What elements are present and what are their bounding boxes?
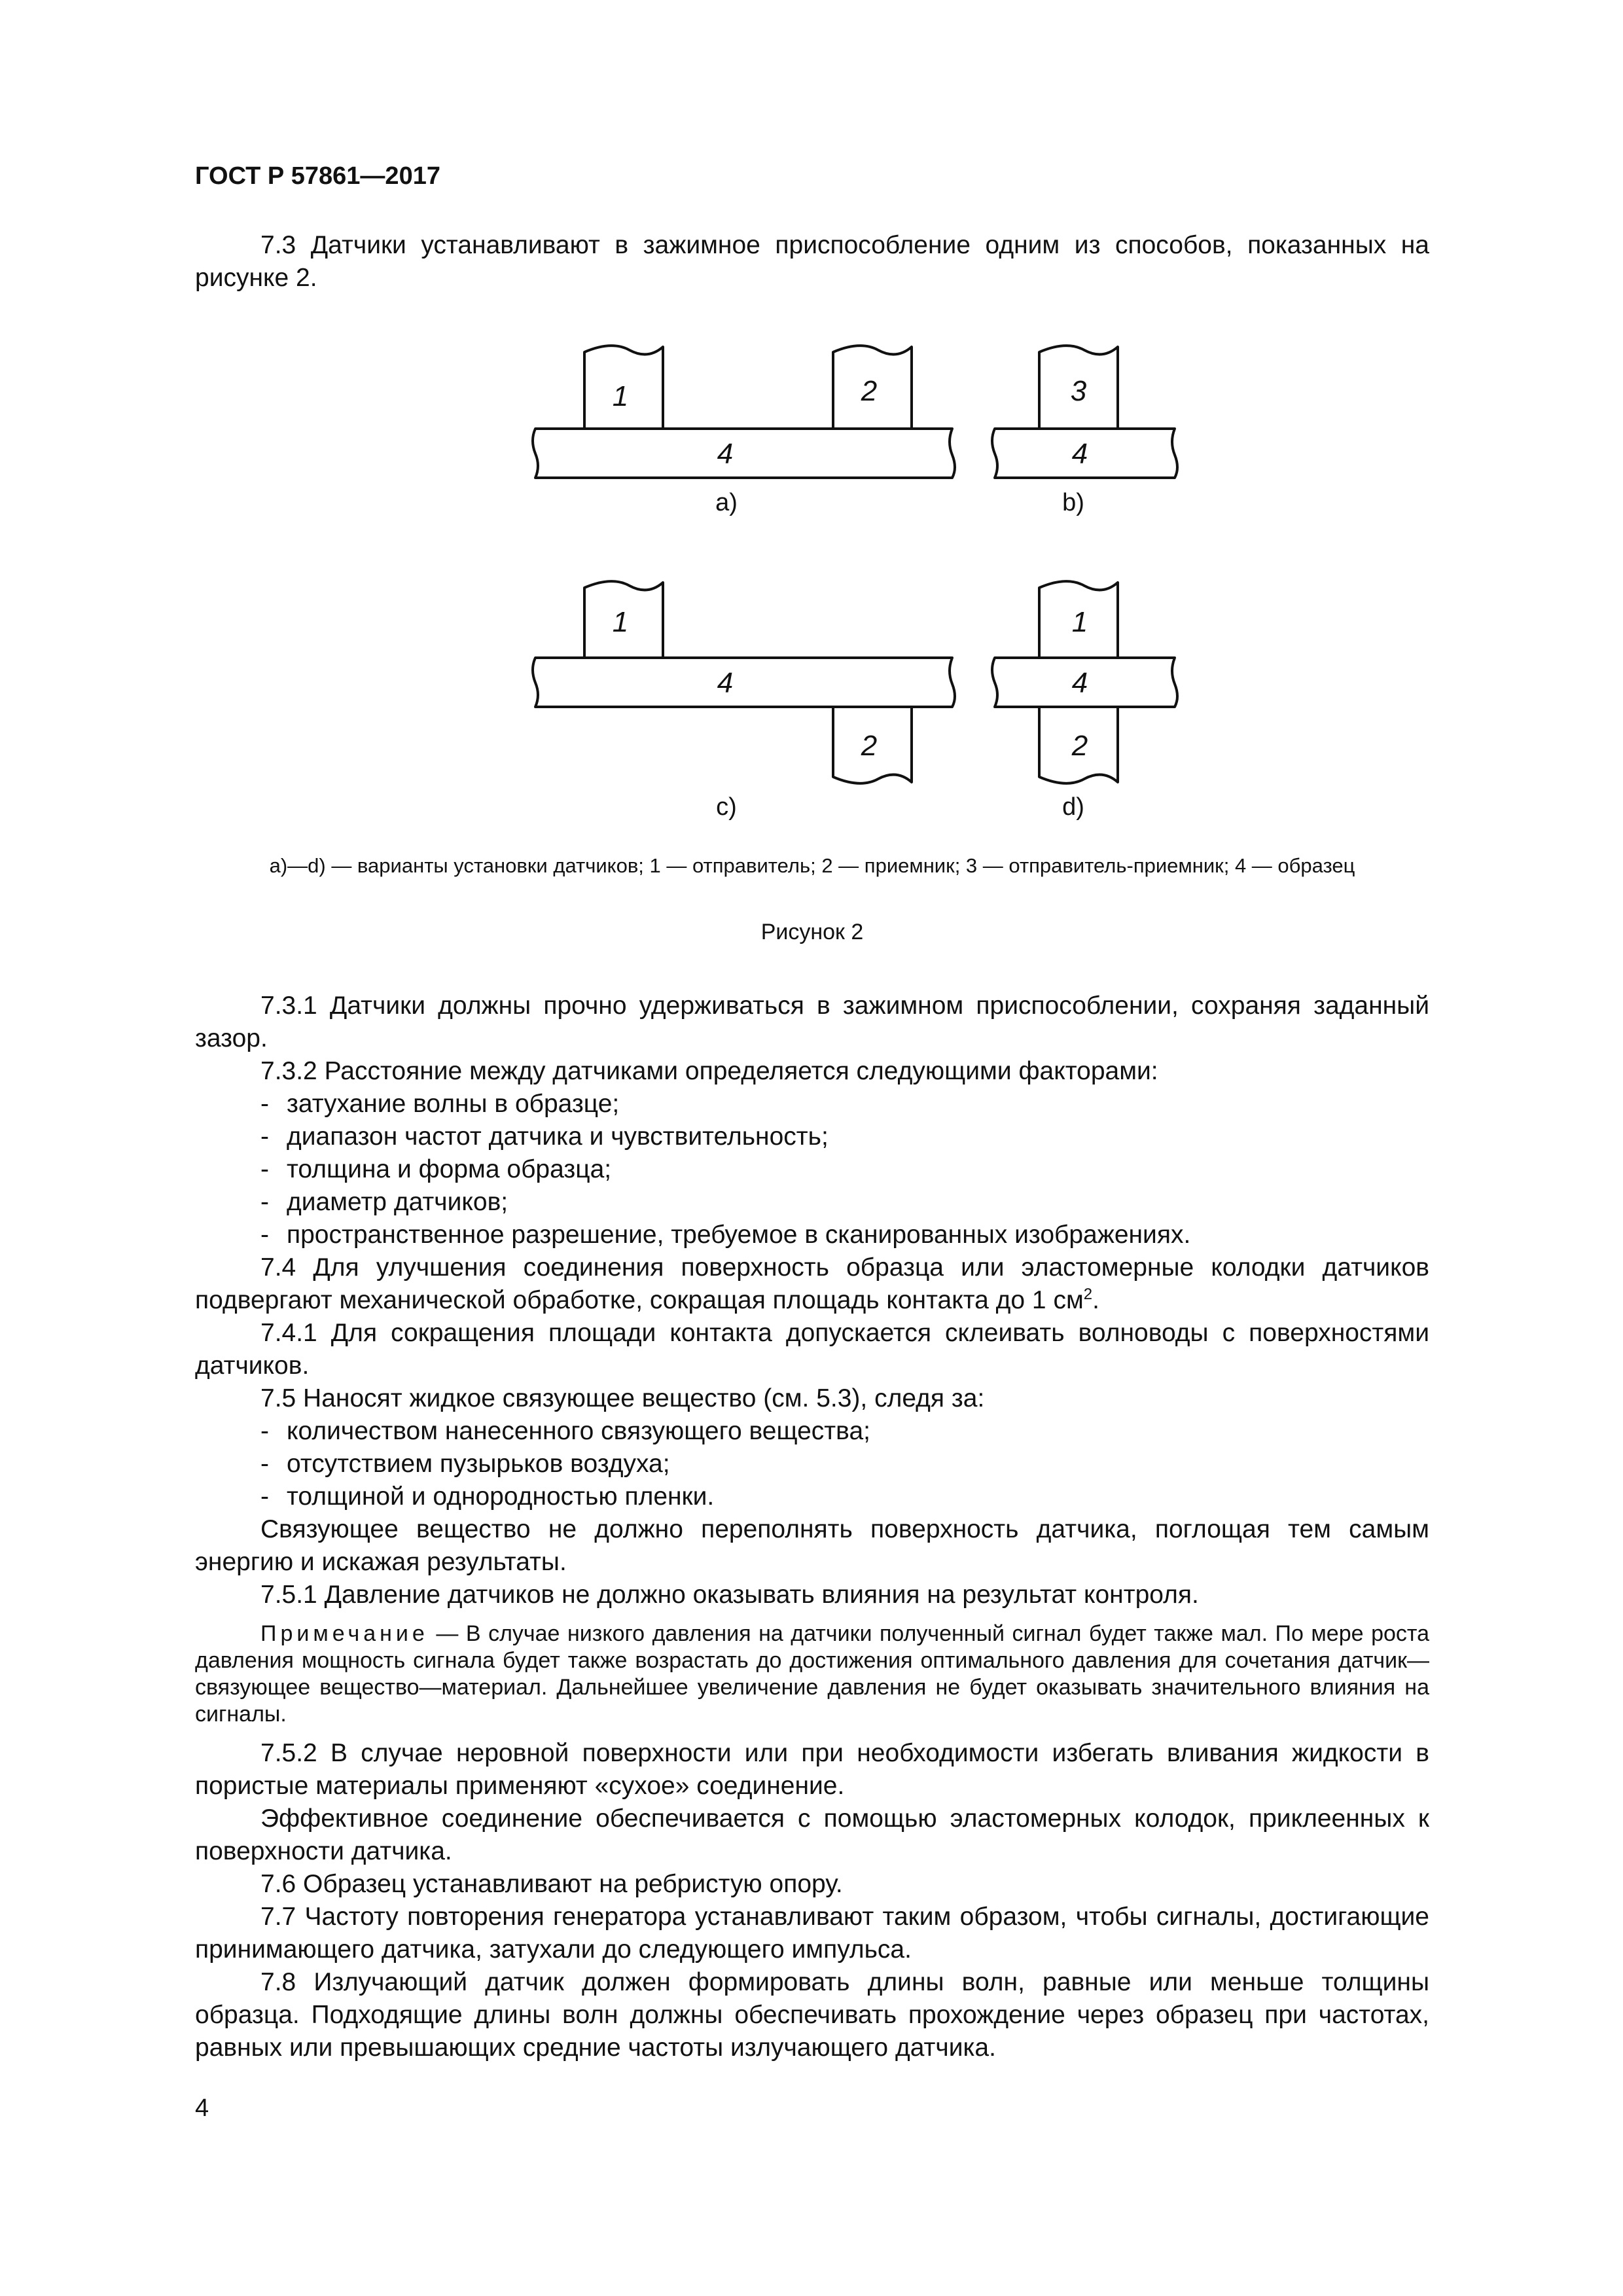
- paragraph-7-4-1: 7.4.1 Для сокращения площади контакта допускается склеивать волноводы с поверхностями датчиков.: [195, 1319, 1429, 1380]
- paragraph-7-5-note: Связующее вещество не должно переполнять поверхность датчика, поглощая тем самым энергию и искажая результаты.: [195, 1515, 1429, 1576]
- figure-legend: а)—d) — варианты установки датчиков; 1 — отправитель; 2 — приемник; 3 — отправитель-приемник; 4 — образец: [269, 854, 1355, 877]
- paragraph-7-3-1: 7.3.1 Датчики должны прочно удерживаться в зажимном приспособлении, сохраняя заданный зазор.: [195, 992, 1429, 1052]
- document-code: ГОСТ Р 57861—2017: [195, 162, 440, 190]
- list-item: - диаметр датчиков;: [260, 1188, 508, 1216]
- paragraph-7-5-1: 7.5.1 Давление датчиков не должно оказывать влияния на результат контроля.: [260, 1581, 1199, 1609]
- list-item: - пространственное разрешение, требуемое в сканированных изображениях.: [260, 1221, 1191, 1249]
- paragraph-7-3-2: 7.3.2 Расстояние между датчиками определяется следующими факторами:: [260, 1057, 1158, 1085]
- specimen-plate-c: [533, 658, 955, 707]
- paragraph-7-5-2: 7.5.2 В случае неровной поверхности или при необходимости избегать вливания жидкости в пористые материалы применяют «сухое» соединение.: [195, 1739, 1429, 1800]
- paragraph-7-7: 7.7 Частоту повторения генератора устанавливают таким образом, чтобы сигналы, достигающие принимающего датчика, затухали до следующего импульса.: [195, 1903, 1429, 1964]
- note: Примечание — В случае низкого давления на датчики полученный сигнал будет также мал. По мере роста давления мощность сигнала будет также возрастать до достижения оптимального давления для сочетания датчик—связующее вещество—материал. Дальнейшее увеличение давления не будет оказывать значительного влияния на сигналы.: [195, 1621, 1429, 1727]
- label-a-4: 4: [717, 438, 734, 470]
- label-a-1: 1: [612, 380, 629, 412]
- list-item: - отсутствием пузырьков воздуха;: [260, 1450, 670, 1478]
- label-c-4: 4: [717, 667, 734, 699]
- paragraph-7-5-2-b: Эффективное соединение обеспечивается с помощью эластомерных колодок, приклеенных к поверхности датчика.: [195, 1804, 1429, 1865]
- list-item: - диапазон частот датчика и чувствительность;: [260, 1122, 829, 1151]
- label-b-4: 4: [1071, 438, 1088, 470]
- list-item: - толщиной и однородностью пленки.: [260, 1482, 715, 1511]
- label-d-2: 2: [1071, 730, 1088, 762]
- sublabel-c: c): [716, 793, 737, 821]
- paragraph-7-4: 7.4 Для улучшения соединения поверхность образца или эластомерные колодки датчиков подвергают механической обработке, сокращая площадь контакта до 1 $см^2$.: [195, 1253, 1429, 1314]
- paragraph-7-8: 7.8 Излучающий датчик должен формировать длины волн, равные или меньше толщины образца. Подходящие длины волн должны обеспечивать прохождение через образец при частотах, равных или превышающих средние частоты излучающего датчика.: [195, 1968, 1429, 2062]
- paragraph-7-3: 7.3 Датчики устанавливают в зажимное приспособление одним из способов, показанных на рисунке 2.: [195, 231, 1429, 292]
- sublabel-a: а): [715, 489, 738, 516]
- specimen-plate-a: [533, 429, 955, 478]
- page-number: 4: [195, 2094, 209, 2122]
- label-a-2: 2: [861, 375, 878, 407]
- sublabel-d: d): [1062, 793, 1084, 821]
- figure-title: Рисунок 2: [760, 920, 864, 944]
- label-c-2: 2: [861, 730, 878, 762]
- figure-2-diagram: [0, 321, 1623, 844]
- label-d-4: 4: [1071, 667, 1088, 699]
- paragraph-7-5: 7.5 Наносят жидкое связующее вещество (см. 5.3), следя за:: [260, 1384, 985, 1412]
- paragraph-7-6: 7.6 Образец устанавливают на ребристую опору.: [260, 1870, 843, 1898]
- label-b-3: 3: [1070, 375, 1087, 407]
- list-item: - толщина и форма образца;: [260, 1155, 612, 1183]
- list-item: - количеством нанесенного связующего вещества;: [260, 1417, 870, 1445]
- list-item: - затухание волны в образце;: [260, 1090, 620, 1118]
- main-text: [195, 990, 1429, 2064]
- sublabel-b: b): [1062, 489, 1084, 516]
- intro-paragraph: [195, 229, 1429, 295]
- label-c-1: 1: [612, 606, 629, 638]
- label-d-1: 1: [1071, 606, 1088, 638]
